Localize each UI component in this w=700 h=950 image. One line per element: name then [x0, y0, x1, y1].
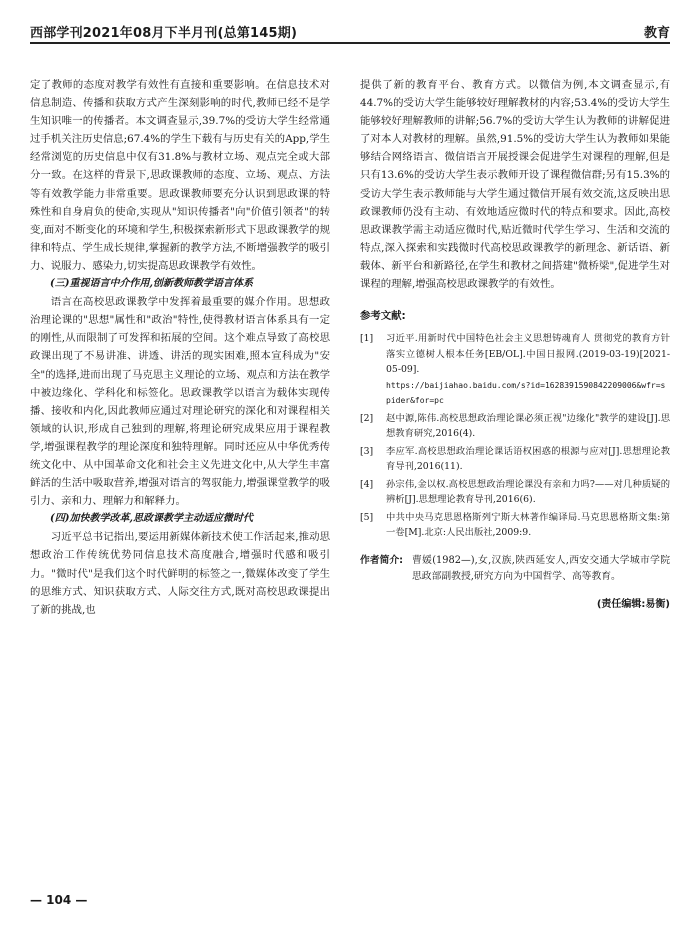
- responsible-editor: (责任编辑:易衡): [596, 598, 670, 610]
- page-header: [30, 18, 670, 44]
- reference-item: [360, 510, 670, 541]
- reference-text: 孙宗伟,金以权.高校思想政治理论课没有亲和力吗?——对几种质疑的辨析[J].思想理论教育导刊,2016(6).: [386, 478, 670, 506]
- reference-text: 李应军.高校思想政治理论课话语权困惑的根源与应对[J].思想理论教育导刊,2016(11).: [386, 445, 670, 473]
- author-bio: [360, 553, 670, 586]
- reference-number: [3]: [360, 445, 374, 457]
- body-paragraph: 语言在高校思政课教学中发挥着最重要的媒介作用。思想政治理论课的"思想"属性和"政治"特性,使得教材语言体系具有一定的刚性,从而限制了可发挥和拓展的空间。这个难点导致了高校思政课出现了不易讲准、讲透、讲活的现实困难,照本宣科成为"安全"的选择,进而出现了马克思主义理论的立场、观点和方法在教学中被边缘化、学科化和标签化。思政课教学以语言为载体实现传播、接收和内化,因此教师应通过对理论研究的深化和对课程相关领域的认识,形成自己独到的理解,将理论研究成果应用于课程教学,增强课程教学的理论深度和独特理解。同时还应从中华优秀传统文化中、从中国革命文化和社会主义先进文化中,从大学生丰富鲜活的生活中吸取营养,增强对语言的驾驭能力,增强课堂教学的吸引力、亲和力、理解力和解释力。: [30, 296, 330, 508]
- reference-number: [1]: [360, 333, 374, 345]
- reference-number: [4]: [360, 478, 374, 490]
- reference-item: [360, 477, 670, 508]
- author-bio-text: 曹媛(1982—),女,汉族,陕西延安人,西安交通大学城市学院思政部副教授,研究方向为中国哲学、高等教育。: [412, 554, 670, 583]
- left-column: [30, 76, 330, 619]
- body-paragraph: 提供了新的教育平台、教育方式。以微信为例,本文调查显示,有44.7%的受访大学生能够较好理解教材的内容;53.4%的受访大学生能够较好理解教师的讲解;56.7%的受访大学生认为教师的讲解促进了对本人对教材的理解。虽然,91.5%的受访大学生认为教师如果能够结合网络语言、微信语言开展授课会促进学生对课程的理解,但是只有13.6%的受访大学生表示教师开设了课程微信群;另有15.3%的受访大学生表示教师能与大学生通过微信开展有效交流,这反映出思政课教师仍没有主动、有效地适应微时代的特点和要求。因此,高校思政课教学需主动适应微时代,贴近微时代学生学习、生活和交流的特点,深入探索和实践微时代高校思政课教学的新理念、新话语、新载体、新平台和新路径,在学生和教材之间搭建"微桥梁",促进学生对课程的理解,增强高校思政课教学的有效性。: [360, 79, 670, 291]
- reference-text: 赵中源,陈伟.高校思想政治理论课必须正视"边缘化"教学的建设[J].思想教育研究,2016(4).: [386, 412, 670, 440]
- page-number: — 104 —: [30, 893, 88, 907]
- reference-url[interactable]: https://baijiahao.baidu.com/s?id=1628391590842209006&wfr=spider&for=pc: [386, 380, 666, 406]
- body-paragraph: 定了教师的态度对教学有效性有直接和重要影响。在信息技术对信息制造、传播和获取方式产生深刻影响的时代,教师已经不是学生知识唯一的传播者。本文调查显示,39.7%的受访大学生经常通过手机关注历史信息;67.4%的学生下载有与历史有关的App,学生经常浏览的历史信息中仅有31.8%与教材立场、观点完全或大部分一致。在这样的背景下,思政课教师的态度、立场、观点、方法等有效教学能力非常重要。思政课教师要充分认识到思政课的特殊性和自身肩负的使命,实现从"知识传播者"向"价值引领者"的转变,面对不断变化的环境和学生,积极探索新形式下思政课教学的规律和特点、学生成长规律,掌握新的教学方法,不断增强教学的吸引力、说服力、感染力,切实提高思政课教学有效性。: [30, 79, 330, 272]
- header-rule: [30, 42, 670, 44]
- section-label: 教育: [643, 26, 670, 41]
- reference-item: [360, 331, 670, 409]
- journal-issue-title: 西部学刊2021年08月下半月刊(总第145期): [30, 26, 298, 41]
- body-paragraph: 习近平总书记指出,要运用新媒体新技术使工作活起来,推动思想政治工作传统优势同信息技术高度融合,增强时代感和吸引力。"微时代"是我们这个时代鲜明的标签之一,微媒体改变了学生的思维方式、知识获取方式、人际交往方式,既对高校思政课提出了新的挑战,也: [30, 531, 330, 616]
- reference-text: 习近平.用新时代中国特色社会主义思想铸魂育人 贯彻党的教育方针落实立德树人根本任务[EB/OL].中国日报网.(2019-03-19)[2021-05-09].: [386, 333, 670, 376]
- reference-item: [360, 411, 670, 442]
- section-heading: (四)加快教学改革,思政课教学主动适应微时代: [50, 513, 253, 525]
- author-bio-label: 作者简介:: [360, 554, 404, 566]
- right-column: [360, 76, 670, 614]
- section-heading: (三)重视语言中介作用,创新教师教学语言体系: [50, 278, 253, 290]
- reference-item: [360, 444, 670, 475]
- reference-text: 中共中央马克思恩格斯列宁斯大林著作编译局.马克思恩格斯文集:第一卷[M].北京:人民出版社,2009:9.: [386, 511, 670, 539]
- references-heading: 参考文献:: [360, 310, 406, 323]
- reference-number: [2]: [360, 412, 374, 424]
- reference-number: [5]: [360, 511, 374, 523]
